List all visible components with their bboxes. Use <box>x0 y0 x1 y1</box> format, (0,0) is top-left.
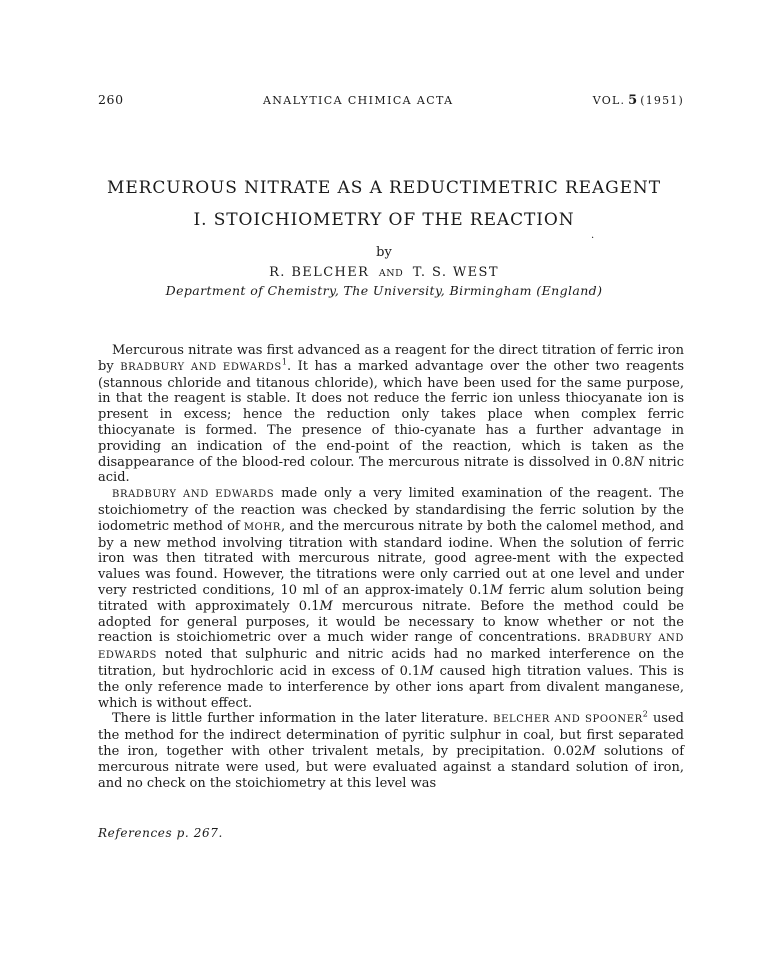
reference-marker-2: 2 <box>642 710 648 719</box>
author-conjunction: AND <box>378 268 404 279</box>
references-footnote: References p. 267. <box>98 826 223 840</box>
citation-bradbury-edwards: BRADBURY AND EDWARDS <box>98 633 684 662</box>
p1-text-a: Mercurous nitrate was first advanced as a reagent for the direct titration of ferric iron by <box>98 343 684 374</box>
p3-text-c: solutions of mercurous nitrate were used, but were evaluated against a standard solution of iron, and no check on the stoichiometry at this level was <box>98 743 685 791</box>
unit-molarity: M <box>319 598 333 614</box>
p2-text-a: made only a very limited examination of the reagent. The stoichiometry of the reaction was checked by standardising the ferric solution by the iodometric method of <box>98 486 684 534</box>
author-1: R. BELCHER <box>269 265 370 280</box>
paragraph-1 <box>98 343 684 486</box>
volume-year: (1951) <box>640 94 684 107</box>
citation-bradbury-edwards: BRADBURY AND EDWARDS <box>120 361 282 373</box>
unit-molarity: M <box>489 582 504 598</box>
p3-text-b: used the method for the indirect determination of pyritic sulphur in coal, but first separated the iron, together with other trivalent metals, by precipitation. 0.02 <box>98 711 684 759</box>
volume-number: 5 <box>628 93 638 108</box>
body-text <box>98 343 684 791</box>
author-2: T. S. WEST <box>412 265 499 280</box>
unit-molarity: M <box>420 663 434 679</box>
citation-bradbury-edwards: BRADBURY AND EDWARDS <box>112 489 275 501</box>
p2-text-e: noted that sulphuric and nitric acids had no marked interference on the titration, but hydrochloric acid in excess of 0.1 <box>98 647 684 679</box>
running-head <box>98 92 684 108</box>
article-title-line2: I. STOICHIOMETRY OF THE REACTION <box>193 210 575 230</box>
p2-text-c: ferric alum solution being titrated with approximately 0.1 <box>98 582 684 614</box>
authors <box>0 265 768 280</box>
unit-molarity: M <box>582 743 596 759</box>
paragraph-3 <box>98 711 684 791</box>
affiliation: Department of Chemistry, The University, Birmingham (England) <box>165 283 603 298</box>
paragraph-2 <box>98 486 684 711</box>
journal-name: ANALYTICA CHIMICA ACTA <box>262 94 454 107</box>
p1-text-b: . It has a marked advantage over the other two reagents (stannous chloride and titanous chloride), which have been used for the same purpose, in that the reagent is stable. It does not reduce the ferric ion unless thiocyanate ion is present in excess; hence the reduction only takes place when complex ferric thiocyanate is formed. The presence of thio-cyanate has a further advantage in providing an indication of the end-point of the reaction, which is taken as the disappearance of the blood-red colour. The mercurous nitrate is dissolved in 0.8 <box>98 358 684 470</box>
p2-text-b: , and the mercurous nitrate by both the calomel method, and by a new method involving titration with standard iodine. When the solution of ferric iron was then titrated with mercurous nitrate, good agree-ment with the expected values was found. However, the titrations were only carried out at one level and under very restricted conditions, 10 ml of an approx-imately 0.1 <box>98 518 684 598</box>
page-number: 260 <box>98 92 124 107</box>
reference-marker-1: 1 <box>281 357 287 367</box>
article-title-line1: MERCUROUS NITRATE AS A REDUCTIMETRIC REAGENT <box>107 178 661 198</box>
p2-text-f: caused high titration values. This is the only reference made to interference by other ions apart from divalent manganese, which is without effect. <box>98 663 684 711</box>
volume-label: VOL. <box>592 94 626 107</box>
byline-by: by <box>376 245 392 260</box>
citation-belcher-spooner: BELCHER AND SPOONER <box>493 714 643 726</box>
volume-info <box>593 93 684 108</box>
citation-mohr: MOHR <box>243 521 281 533</box>
p3-text-a: There is little further information in the later literature. <box>112 711 494 727</box>
stray-mark: . <box>591 230 595 241</box>
p2-text-d: mercurous nitrate. Before the method could be adopted for general purposes, it would be necessary to know whether or not the reaction is stoichiometric over a much wider range of concentrations. <box>98 598 685 646</box>
p1-text-c: nitric acid. <box>98 454 684 486</box>
unit-normality: N <box>632 454 644 470</box>
